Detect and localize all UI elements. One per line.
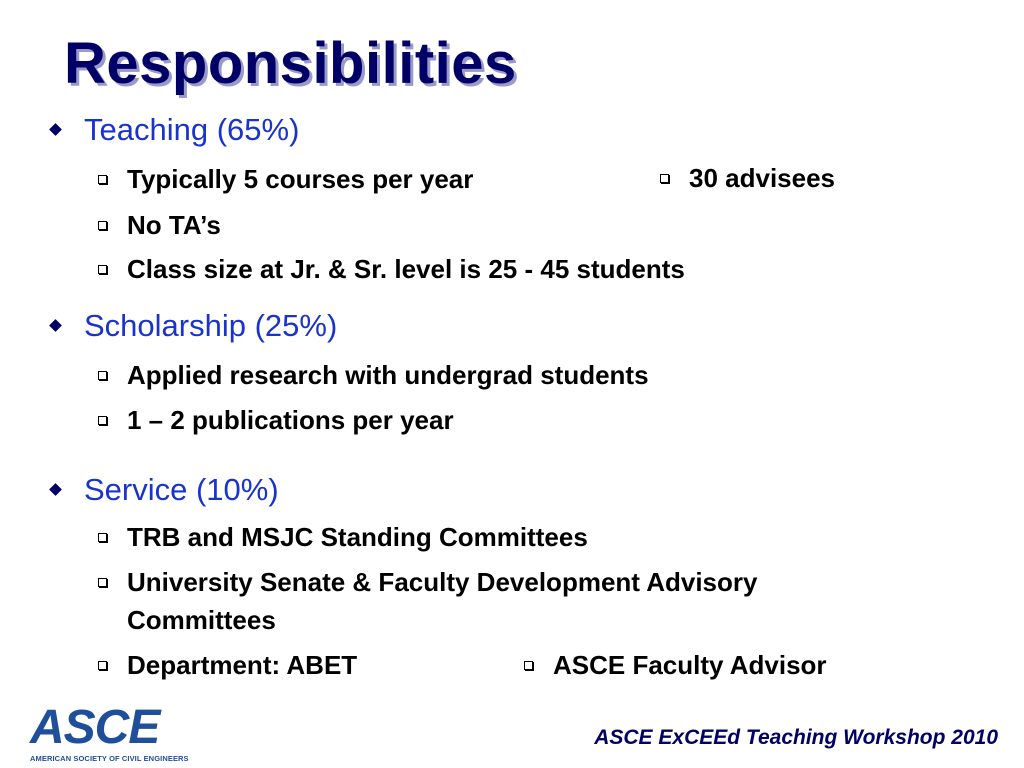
square-bullet-icon — [98, 371, 107, 380]
section-heading: Teaching (65%) — [84, 112, 300, 147]
logo-wordmark: ASCE — [30, 701, 160, 754]
section-heading: Service (10%) — [84, 472, 279, 507]
slide-title: Responsibilities — [64, 31, 517, 96]
square-bullet-icon — [98, 175, 107, 184]
diamond-bullet-icon — [49, 483, 62, 496]
diamond-bullet-icon — [49, 319, 62, 332]
square-bullet-icon — [98, 265, 107, 274]
square-bullet-icon — [98, 416, 107, 425]
section-heading: Scholarship (25%) — [84, 308, 338, 343]
square-bullet-icon — [98, 661, 107, 670]
square-bullet-icon — [98, 533, 107, 542]
diamond-bullet-icon — [49, 123, 62, 136]
square-bullet-icon — [524, 661, 533, 670]
square-bullet-icon — [660, 174, 669, 183]
logo-subtitle: AMERICAN SOCIETY OF CIVIL ENGINEERS — [30, 754, 189, 763]
footer-workshop-label: ASCE ExCEEd Teaching Workshop 2010 — [594, 726, 998, 749]
asce-logo — [26, 701, 189, 764]
slide: Responsibilities Teaching (65%) Typically 5 courses per year 30 advisees No TA’s Class size at Jr. & Sr. level is 25 - 45 students Scholarship (25%) Applied research with undergrad students 1 – 2 publications per year Service (10%) TRB and MSJC Standing Committees University Senate & Faculty Development Advisory Committees Department: ABET ASCE Faculty Advisor ASCE AMERICAN SOCIETY OF CIVIL ENGINEERS ASCE ExCEEd Teaching Workshop 2010 — [0, 0, 1024, 768]
square-bullet-icon — [98, 578, 107, 587]
square-bullet-icon — [98, 221, 107, 230]
